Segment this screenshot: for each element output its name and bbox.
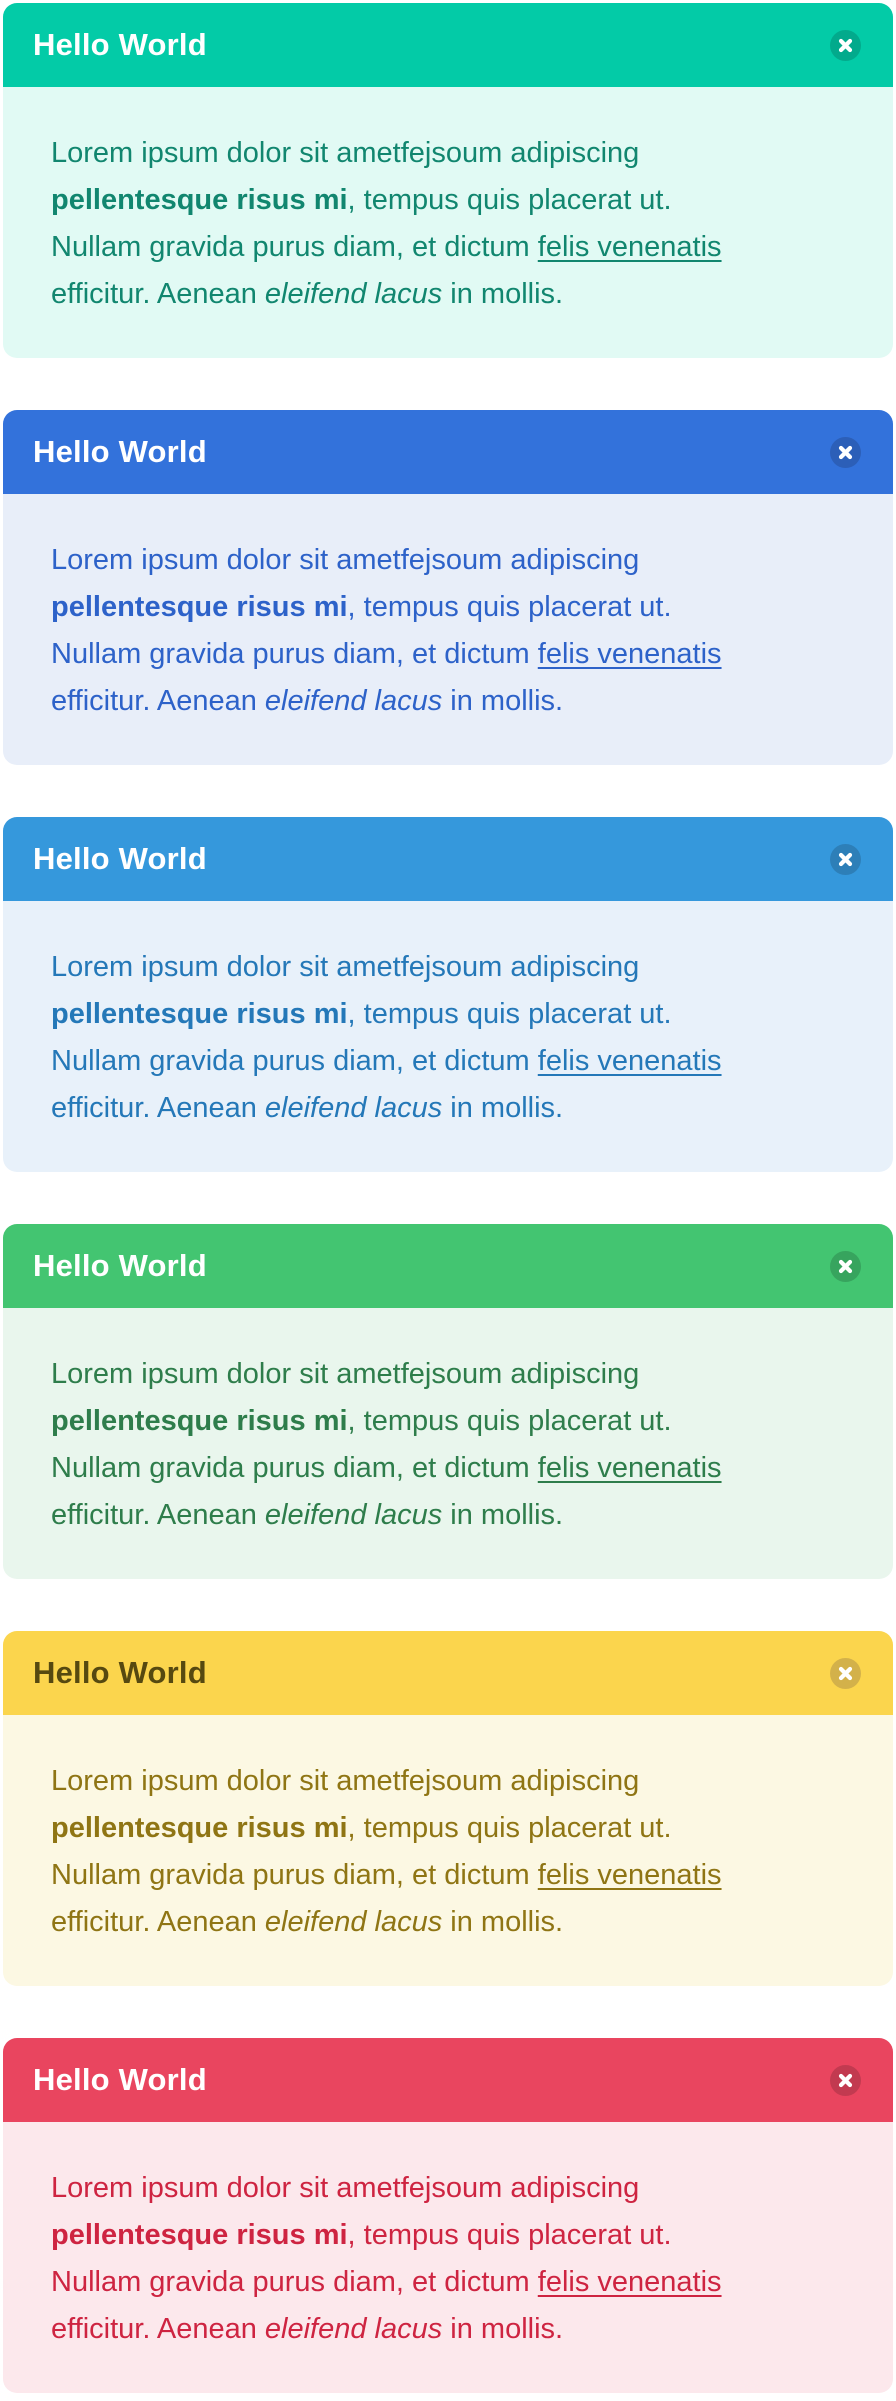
alert-body-text: [3, 87, 893, 358]
body-text: Lorem ipsum dolor sit ametfejsoum adipiscing: [51, 137, 640, 169]
body-text-bold: pellentesque risus mi: [51, 591, 348, 623]
body-text: Nullam gravida purus diam, et dictum: [51, 1452, 538, 1484]
alert-body-text: [3, 1715, 893, 1986]
body-text: in mollis.: [442, 1906, 564, 1938]
close-icon: [838, 445, 853, 460]
body-text: , tempus quis placerat ut.: [347, 591, 672, 623]
body-text: Lorem ipsum dolor sit ametfejsoum adipiscing: [51, 1358, 640, 1390]
body-text: Lorem ipsum dolor sit ametfejsoum adipiscing: [51, 1765, 640, 1797]
close-button[interactable]: [830, 1251, 861, 1282]
close-icon: [838, 1666, 853, 1681]
close-icon: [838, 852, 853, 867]
body-text: Lorem ipsum dolor sit ametfejsoum adipiscing: [51, 951, 640, 983]
felis-venenatis-link[interactable]: felis venenatis: [537, 1045, 722, 1077]
close-icon: [838, 38, 853, 53]
close-icon: [838, 2073, 853, 2088]
body-text: efficitur. Aenean: [51, 685, 265, 717]
body-text-italic: eleifend lacus: [264, 1092, 443, 1124]
close-button[interactable]: [830, 437, 861, 468]
felis-venenatis-link[interactable]: felis venenatis: [537, 1859, 722, 1891]
body-text: in mollis.: [442, 685, 564, 717]
felis-venenatis-link[interactable]: felis venenatis: [537, 1452, 722, 1484]
alert-header: [3, 1631, 893, 1715]
body-text: Nullam gravida purus diam, et dictum: [51, 1859, 538, 1891]
alert-card-sky: [3, 817, 893, 1172]
close-button[interactable]: [830, 1658, 861, 1689]
body-text: Nullam gravida purus diam, et dictum: [51, 2266, 538, 2298]
body-text: in mollis.: [442, 1499, 564, 1531]
body-text-bold: pellentesque risus mi: [51, 998, 348, 1030]
body-text: in mollis.: [442, 2313, 564, 2345]
body-text: , tempus quis placerat ut.: [347, 184, 672, 216]
body-text: Nullam gravida purus diam, et dictum: [51, 638, 538, 670]
body-text-bold: pellentesque risus mi: [51, 1405, 348, 1437]
body-text: efficitur. Aenean: [51, 1906, 265, 1938]
alert-card-green: [3, 1224, 893, 1579]
felis-venenatis-link[interactable]: felis venenatis: [537, 231, 722, 263]
body-text-italic: eleifend lacus: [264, 1906, 443, 1938]
body-text-bold: pellentesque risus mi: [51, 2219, 348, 2251]
body-text: , tempus quis placerat ut.: [347, 2219, 672, 2251]
alert-title: Hello World: [33, 434, 207, 469]
felis-venenatis-link[interactable]: felis venenatis: [537, 2266, 722, 2298]
body-text: , tempus quis placerat ut.: [347, 998, 672, 1030]
alert-header: [3, 410, 893, 494]
body-text-italic: eleifend lacus: [264, 685, 443, 717]
alert-body-text: [3, 2122, 893, 2393]
alert-body-text: [3, 494, 893, 765]
alert-title: Hello World: [33, 841, 207, 876]
close-button[interactable]: [830, 844, 861, 875]
body-text: Nullam gravida purus diam, et dictum: [51, 231, 538, 263]
body-text: in mollis.: [442, 278, 564, 310]
alert-header: [3, 817, 893, 901]
body-text-italic: eleifend lacus: [264, 2313, 443, 2345]
alert-title: Hello World: [33, 1655, 207, 1690]
body-text: efficitur. Aenean: [51, 278, 265, 310]
body-text: , tempus quis placerat ut.: [347, 1405, 672, 1437]
body-text: Lorem ipsum dolor sit ametfejsoum adipiscing: [51, 544, 640, 576]
body-text-bold: pellentesque risus mi: [51, 1812, 348, 1844]
alert-body-text: [3, 1308, 893, 1579]
body-text-bold: pellentesque risus mi: [51, 184, 348, 216]
alert-body-text: [3, 901, 893, 1172]
body-text: efficitur. Aenean: [51, 1499, 265, 1531]
close-button[interactable]: [830, 2065, 861, 2096]
alert-header: [3, 3, 893, 87]
close-button[interactable]: [830, 30, 861, 61]
body-text: efficitur. Aenean: [51, 1092, 265, 1124]
body-text: Lorem ipsum dolor sit ametfejsoum adipiscing: [51, 2172, 640, 2204]
body-text: efficitur. Aenean: [51, 2313, 265, 2345]
alert-title: Hello World: [33, 27, 207, 62]
alert-title: Hello World: [33, 2062, 207, 2097]
alert-card-blue: [3, 410, 893, 765]
body-text: in mollis.: [442, 1092, 564, 1124]
close-icon: [838, 1259, 853, 1274]
alert-card-red: [3, 2038, 893, 2393]
alert-header: [3, 1224, 893, 1308]
alert-title: Hello World: [33, 1248, 207, 1283]
felis-venenatis-link[interactable]: felis venenatis: [537, 638, 722, 670]
alert-header: [3, 2038, 893, 2122]
alert-card-teal: [3, 3, 893, 358]
body-text-italic: eleifend lacus: [264, 278, 443, 310]
body-text: Nullam gravida purus diam, et dictum: [51, 1045, 538, 1077]
alert-card-yellow: [3, 1631, 893, 1986]
body-text-italic: eleifend lacus: [264, 1499, 443, 1531]
body-text: , tempus quis placerat ut.: [347, 1812, 672, 1844]
